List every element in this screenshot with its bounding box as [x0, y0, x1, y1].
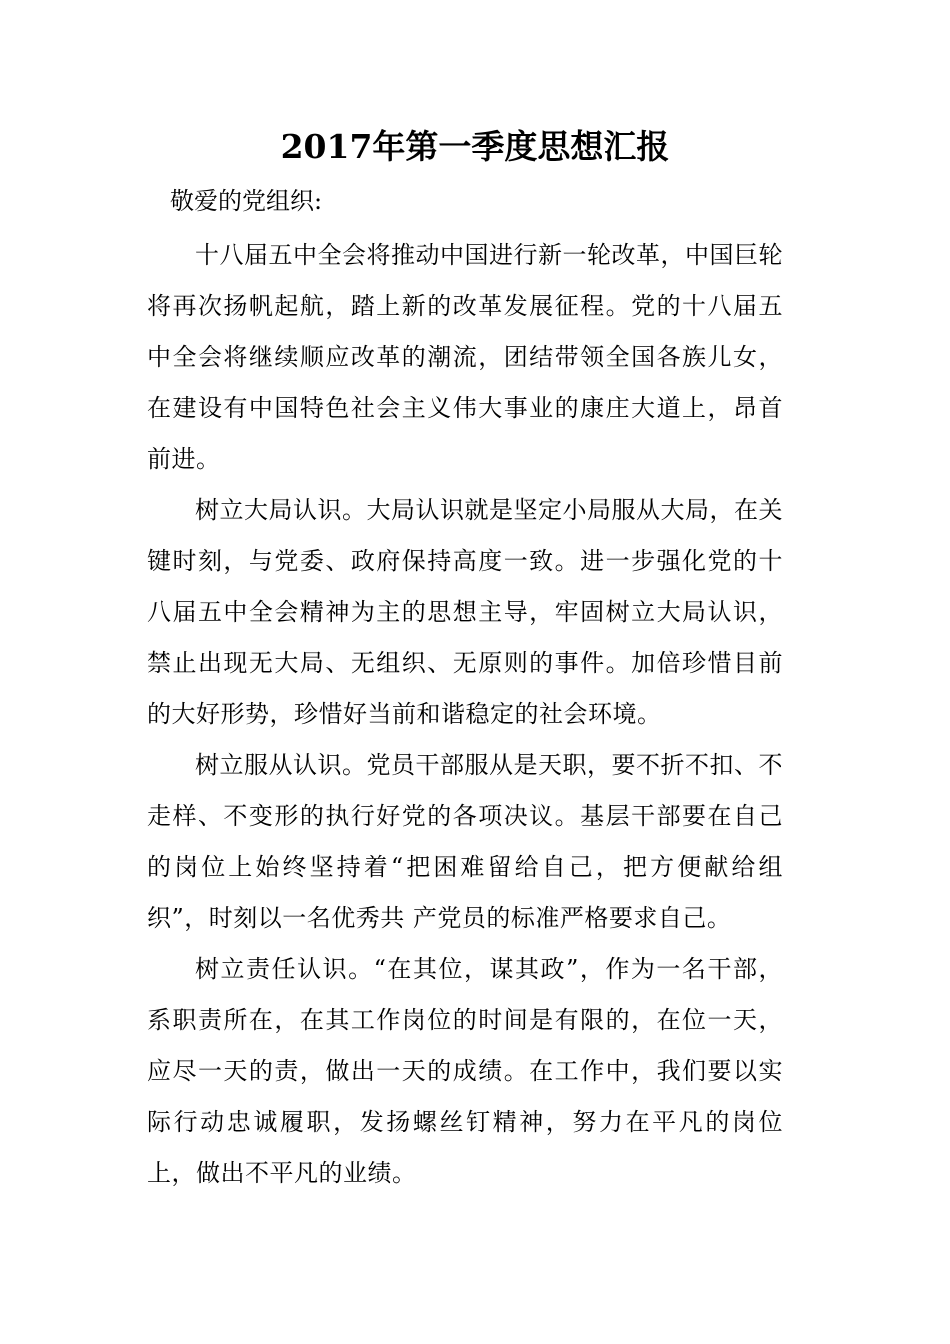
document-title: 2017年第一季度思想汇报 [280, 127, 670, 166]
salutation: 敬爱的党组织: [170, 187, 323, 215]
document-body [147, 230, 783, 1199]
paragraph-responsibility-awareness: 树立责任认识。“在其位，谋其政”，作为一名干部，系职责所在，在其工作岗位的时间是有限的，在位一天，应尽一天的责，做出一天的成绩。在工作中，我们要以实际行动忠诚履职，发扬螺丝钉精神，努力在平凡的岗位上，做出不平凡的业绩。 [147, 955, 783, 1187]
paragraph-obedience-awareness: 树立服从认识。党员干部服从是天职，要不折不扣、不走样、不变形的执行好党的各项决议。基层干部要在自己的岗位上始终坚持着“把困难留给自己，把方便献给组织”，时刻以一名优秀共 产党员的标准严格要求自己。 [147, 751, 783, 932]
paragraph-overall-awareness: 树立大局认识。大局认识就是坚定小局服从大局，在关键时刻，与党委、政府保持高度一致。进一步强化党的十八届五中全会精神为主的思想主导，牢固树立大局认识，禁止出现无大局、无组织、无原则的事件。加倍珍惜目前的大好形势，珍惜好当前和谐稳定的社会环境。 [147, 496, 783, 728]
paragraph-intro: 十八届五中全会将推动中国进行新一轮改革，中国巨轮将再次扬帆起航，踏上新的改革发展征程。党的十八届五中全会将继续顺应改革的潮流，团结带领全国各族儿女，在建设有中国特色社会主义伟大事业的康庄大道上，昂首前进。 [147, 241, 783, 473]
